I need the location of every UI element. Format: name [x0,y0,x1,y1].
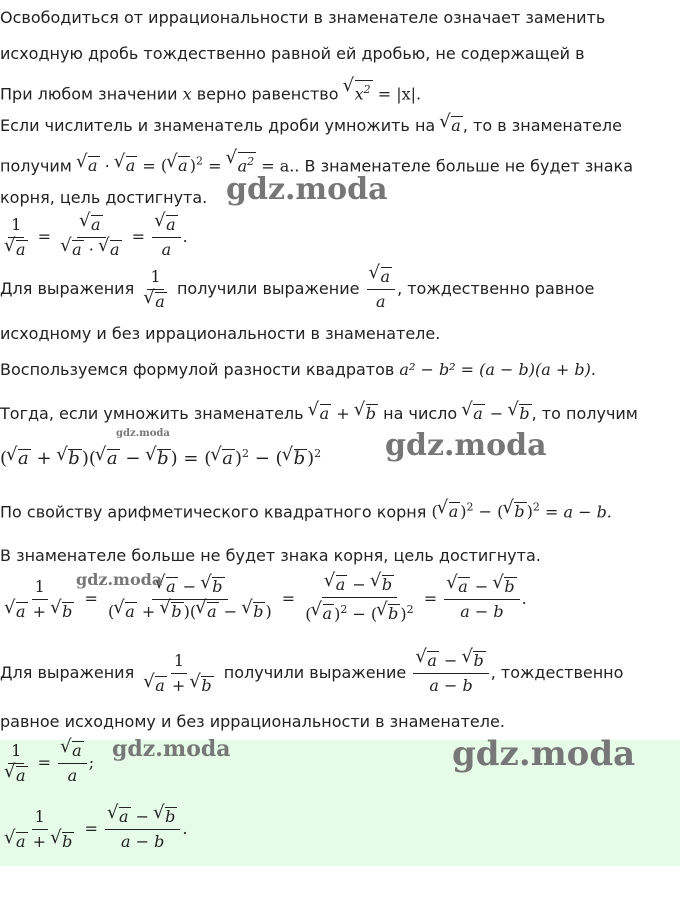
math-op: = [208,156,222,176]
text-fragment: получили выражение [176,279,365,298]
math-expr: (√ a )$^2$ [161,156,203,175]
text-fragment: , то в знаменателе [462,116,622,135]
text-fragment: , тождественно [490,663,624,682]
numerator [58,740,87,764]
text-fragment: получили выражение [223,663,412,682]
math-op: . [521,589,527,609]
text-line [0,266,594,313]
sqrt-expr: √ b [504,577,516,596]
fraction [152,214,181,261]
numerator: 1 [32,576,48,600]
sqrt-expr: √ a [178,156,190,175]
sqrt-expr: √ a [16,766,28,785]
sqrt-expr: √ b [212,577,224,596]
sqrt-expr: √ b [157,449,171,468]
sqrt-expr: √ a [207,602,219,621]
text-line: В знаменателе больше не будет знака корня, цель достигнута. [0,546,541,565]
denominator: a [67,766,78,785]
math-op: = [84,819,98,838]
sqrt-expr: √ a [336,575,348,594]
sqrt-expr: √ a [427,651,439,670]
text-line: Освободиться от иррациональности в знаменателе означает заменить [0,8,606,27]
denominator: (√ a )$^2$ − (√ b )$^2$ [302,598,416,625]
numerator: 1 [171,650,187,674]
numerator: √ a − √ b [322,574,397,598]
fraction [302,574,416,625]
fraction [413,650,488,697]
watermark: gdz.moda [116,428,170,439]
denominator [2,238,31,261]
denominator: a − b [120,832,165,851]
sqrt-expr: √ a [320,404,332,423]
fraction [141,650,216,697]
fraction [105,806,180,853]
math-op: = [37,753,52,772]
math-op: = [142,156,156,176]
math-expr: a² − b² = (a − b)(a + b). [399,360,596,379]
numerator: 1 [147,266,163,290]
sqrt-expr: √ a [451,116,463,135]
sqrt-expr: √ a [166,577,178,596]
sqrt-expr: √ a [88,156,100,175]
text-line: корня, цель достигнута. [0,188,208,207]
fraction [367,266,396,313]
denominator: √ a + √ b [2,830,77,853]
numerator: 1 [8,740,24,764]
sqrt-expr: √ b [519,404,531,423]
text-fragment: получим [0,156,77,176]
fraction [2,740,31,787]
sqrt-expr: √ b [473,651,485,670]
denominator: √ a + √ b [141,674,216,697]
sqrt-expr: √ b [366,404,378,423]
answer-block [0,734,680,866]
denominator: (√ a + √ b )(√ a − √ b ) [105,600,275,623]
fraction [2,576,77,623]
math-op: ; [88,753,95,772]
sqrt-expr: √ a [16,602,28,621]
sqrt-expr: √ a [458,577,470,596]
sqrt-expr: √ b [514,502,526,521]
math-expr: = a. [261,156,295,176]
math-var: a [237,156,248,176]
text-fragment: . В знаменателе больше не будет знака [294,156,633,176]
math-expr: = |x|. [377,84,422,104]
sqrt-expr: √ a [222,449,235,468]
numerator [367,266,396,290]
sqrt-expr: √ a [18,449,31,468]
sqrt-expr: √ a [155,292,167,311]
text-fragment: Тогда, если умножить знаменатель [0,404,309,423]
fraction [58,214,124,261]
sqrt-expr: √ a [72,240,84,259]
sqrt-expr: √ a [72,741,84,760]
sqrt-expr: √ a [381,267,393,286]
math-op: · [104,156,110,176]
denominator [141,290,170,313]
math-line [0,806,187,853]
sqrt-expr: √ b [388,604,400,623]
text-fragment: на число [378,404,463,423]
denominator: √ a + √ b [2,600,77,623]
math-line [0,214,188,261]
math-op: = [131,227,146,246]
sqrt-expr: √ b [382,575,394,594]
math-op: = [281,589,296,609]
math-op: = [423,589,438,609]
text-fragment: Если числитель и знаменатель дроби умножить на [0,116,441,135]
math-op: . [182,819,188,838]
numerator: √ a − √ b [105,806,180,830]
sqrt-expr: √ b [294,449,308,468]
text-line [0,650,623,697]
sqrt-expr: √ a [110,240,122,259]
math-expr: = a − b. [544,502,612,522]
text-line: исходному и без иррациональности в знаменателе. [0,324,441,343]
text-fragment: Воспользуемся формулой разности квадратов [0,360,400,379]
sqrt-expr: √ $x^2$ [355,80,373,103]
sqrt-expr: √ a [119,807,131,826]
text-line: равное исходному и без иррациональности в знаменателе. [0,712,505,731]
text-line [0,116,622,136]
math-var: x [182,84,192,104]
math-op: . [182,227,188,246]
sqrt-expr: √ a [16,240,28,259]
fraction [58,740,87,787]
sqrt-expr: √ a [449,502,461,521]
sqrt-expr: √ a [16,832,28,851]
watermark: gdz.moda [76,570,163,589]
watermark: gdz.moda [452,734,636,774]
sqrt-expr: √ b [201,676,213,695]
sqrt-expr: √ a [323,604,335,623]
sqrt-expr: √ a [125,602,137,621]
denominator: a − b [460,602,504,622]
sqrt-expr: √ b [62,602,74,621]
fraction [444,576,519,623]
numerator: √ a − √ b [152,576,227,600]
denominator [2,764,31,787]
text-fragment: По свойству арифметического квадратного корня [0,502,432,522]
text-fragment: При любом значении [0,84,183,104]
math-line [0,740,94,787]
text-fragment: , то получим [531,404,638,423]
denominator: a [161,240,172,259]
sqrt-expr: √ a [473,404,485,423]
denominator: a [376,292,386,311]
sqrt-expr: √ b [68,449,82,468]
math-var: x [354,84,364,104]
sqrt-expr: √ b [62,832,74,851]
sqrt-expr: √ $a^2$ [238,152,257,175]
text-line [0,360,596,380]
text-fragment: верно равенство [191,84,344,104]
fraction [2,214,31,261]
math-op: · [88,240,94,259]
sqrt-expr: √ a [166,215,178,234]
text-line [0,80,421,104]
sqrt-expr: √ b [253,602,265,621]
denominator: a − b [429,676,473,695]
text-line: По свойству арифметического квадратного корня (√ a )$^2$ − (√ b )$^2$ = a − b. [0,498,612,522]
sqrt-expr: √ a [91,215,103,234]
text-line: исходную дробь тождественно равной ей дробью, не содержащей в [0,44,585,63]
math-line: (√ a + √ b )(√ a − √ b ) = (√ a )$^2$ − (√ b )$^2$ [0,444,321,469]
watermark: gdz.moda [385,428,547,463]
sqrt-expr: √ b [165,807,177,826]
fraction [141,266,170,313]
sqrt-expr: √ a [107,449,120,468]
numerator: 1 [32,806,48,830]
text-fragment: Для выражения [0,279,140,298]
watermark: gdz.moda [226,172,388,207]
text-fragment: , тождественно равное [397,279,595,298]
sqrt-expr: √ b [171,602,183,621]
denominator [58,238,124,261]
numerator: √ a − √ b [413,650,488,674]
text-fragment: Для выражения [0,663,140,682]
watermark: gdz.moda [112,736,231,762]
text-line: Тогда, если умножить знаменатель √ a + √ b на число √ a − √ b , то получим [0,404,638,424]
fraction [2,806,77,853]
math-op: = [84,589,98,609]
numerator: √ a − √ b [444,576,519,600]
sqrt-expr: √ a [126,156,138,175]
sqrt-expr: √ a [155,676,167,695]
numerator [152,214,181,238]
math-op: = [37,227,52,246]
numerator: 1 [8,214,24,238]
